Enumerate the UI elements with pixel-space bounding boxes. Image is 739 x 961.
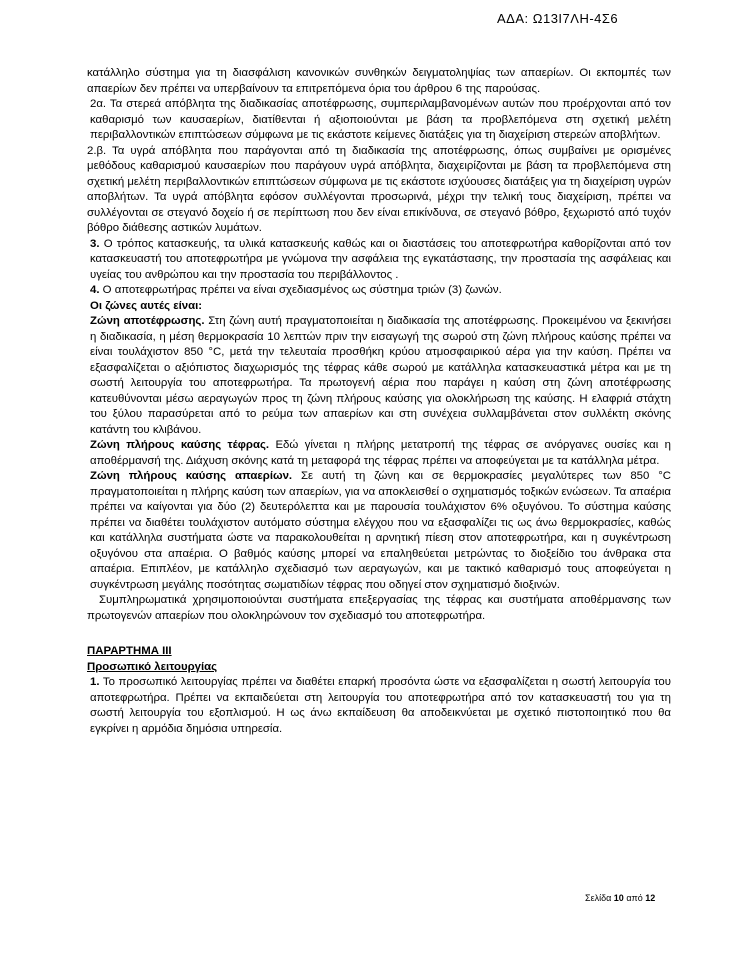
paragraph-4-number: 4. [90,284,100,296]
annex-subtitle-text: Προσωπικό λειτουργίας [87,660,218,673]
paragraph-4 [87,283,671,299]
paragraph-2b [87,144,671,237]
zone-ash-text: Εδώ γίνεται η πλήρης μετατροπή της τέφρας σε ανόργανες ουσίες και η αποθέρμανσή της. Διάχυση σκόνης κατά τη μεταφορά της τέφρας πρέπει να αποφεύγεται με τα κατάλληλα μέτρα. [90,439,671,467]
paragraph-supplementary: Συμπληρωματικά χρησιμοποιούνται συστήματα επεξεργασίας της τέφρας και συστήματα αποθέρμανσης των πρωτογενών απαερίων που ολοκληρώνουν τον σχεδιασμό του αποτεφρωτήρα. [87,594,671,622]
annex-paragraph-1-text: Το προσωπικό λειτουργίας πρέπει να διαθέτει επαρκή προσόντα ώστε να εξασφαλίζεται η σωστή λειτουργία του αποτεφρωτήρα. Πρέπει να εκπαιδεύεται στη λειτουργία του αποτεφρωτήρα από τον κατασκευαστή του για τη σωστή λειτουργία του εξοπλισμού. Η ως άνω εκπαίδευση θα αποδεικνύεται με σχετικό πιστοποιητικό που θα εγκρίνει η αρμόδια δημόσια υπηρεσία. [90,676,671,735]
zones-heading [87,299,671,315]
zones-heading-text: Οι ζώνες αυτές είναι: [90,299,203,312]
ada-code: ΑΔΑ: Ω13Ι7ΛΗ-4Σ6 [497,11,619,26]
zone-gas-combustion [87,469,671,593]
paragraph-1: κατάλληλο σύστημα για τη διασφάλιση κανονικών συνθηκών δειγματοληψίας των απαερίων. Οι εκπομπές των απαερίων δεν πρέπει να υπερβαίνουν τα επιτρεπόμενα όρια του άρθρου 6 της παρούσας. [87,67,671,95]
paragraph-3 [87,237,671,284]
page-footer [585,893,655,903]
paragraph-2b-number: 2.β. [87,144,107,157]
document-body [87,66,671,737]
zone-ash-title: Ζώνη πλήρους καύσης τέφρας. [90,439,270,451]
footer-page-number: 10 [613,893,624,903]
spacer [87,624,671,644]
annex-title [87,644,671,660]
zone-incineration-text: Στη ζώνη αυτή πραγματοποιείται η διαδικασία της αποτέφρωσης. Προκειμένου να ξεκινήσει η διαδικασία, η μέση θερμοκρασία 10 λεπτών πριν την εισαγωγή της σωρού στη ζώνη πλήρους καύσης πρέπει να είναι τουλάχιστον 850 °C, μετά την τελευταία προσθήκη κρύου ατμοσφαιρικού αέρα για την καύση. Πρέπει να εξασφαλίζεται ο αξιόπιστος διαχωρισμός της τέφρας κάθε σωρού με κατάλληλα κατασκευαστικά μέτρα και με τη σωστή λειτουργία του αποτεφρωτήρα. Τα πρωτογενή αέρια που παράγει η καύση στη ζώνη αποτέφρωσης κατευθύνονται μέσω αεραγωγών προς τη ζώνη πλήρους καύσης για ολοκλήρωση της καύσης. Η ελαφριά στάχτη του ξύλου παρασύρεται από το ρεύμα των απαερίων και στη συνέχεια συλλαμβάνεται στον συλλέκτη σκόνης κατάντη του κλιβάνου. [90,315,672,436]
zone-gas-text: Σε αυτή τη ζώνη και σε θερμοκρασίες μεγαλύτερες των 850 °C πραγματοποιείται η πλήρης καύση των απαερίων, για να αποκλεισθεί ο σχηματισμός τοξικών ενώσεων. Τα απαέρια πρέπει να καίγονται για δύο (2) δευτερόλεπτα και με παρουσία τουλάχιστον 6% οξυγόνου. Το σύστημα καύσης πρέπει να διαθέτει τουλάχιστον αυτόματο σύστημα ελέγχου που να εξασφαλίζει τις ως άνω θερμοκρασίες, καθώς και κατάλληλα συστήματα ώστε να παρακολουθείται η αρνητική πίεση στον αποτεφρωτήρα, και η συγκέντρωση οξυγόνου στα απαέρια. Ο βαθμός καύσης μπορεί να επαληθεύεται μετρώντας το διοξείδιο του άνθρακα στα απαέρια. Επιπλέον, με κατάλληλο σχεδιασμό των αεραγωγών, και με τακτικό καθαρισμό τους αποφεύγεται η συγκέντρωση μεγάλης ποσότητας σωματιδίων τέφρας που οδηγεί στον σχηματισμό διοξινών. [90,470,671,591]
footer-total-pages: 12 [645,893,656,903]
zone-ash-combustion [87,438,671,469]
zone-gas-title: Ζώνη πλήρους καύσης απαερίων. [90,470,293,482]
footer-middle: από [623,893,646,903]
footer-prefix: Σελίδα [585,893,614,903]
annex-title-text: ΠΑΡΑΡΤΗΜΑ ΙΙΙ [87,645,172,657]
zone-incineration [87,314,671,438]
paragraph-2a: 2α. Τα στερεά απόβλητα της διαδικασίας αποτέφρωσης, συμπεριλαμβανομένων αυτών που προέρχονται από τον καθαρισμό των καυσαερίων, διατίθενται ή αξιοποιούνται με βάση τα προβλεπόμενα στη σχετική μελέτη περιβαλλοντικών επιπτώσεων σύμφωνα με τις εκάστοτε κείμενες διατάξεις για τη διαχείριση στερεών αποβλήτων. [90,98,671,141]
paragraph-3-number: 3. [90,237,100,250]
paragraph-4-text: Ο αποτεφρωτήρας πρέπει να είναι σχεδιασμένος ως σύστημα τριών (3) ζωνών. [99,284,502,296]
annex-subtitle [87,660,671,676]
paragraph-3-text: Ο τρόπος κατασκευής, τα υλικά κατασκευής καθώς και οι διαστάσεις του αποτεφρωτήρα καθορίζονται από τον κατασκευαστή του αποτεφρωτήρα με γνώμονα την ασφάλεια της εγκατάστασης, την προστασία της ασφάλειας και υγείας του ανθρώπου και την προστασία του περιβάλλοντος . [90,237,671,281]
annex-paragraph-1-number: 1. [90,676,100,688]
annex-paragraph-1 [87,675,671,737]
zone-incineration-title: Ζώνη αποτέφρωσης. [90,315,205,327]
paragraph-2b-text: Τα υγρά απόβλητα που παράγονται από τη διαδικασία της αποτέφρωσης, όπως συμβαίνει με ορισμένες μεθόδους καθαρισμού καυσαερίων που παράγουν υγρά απόβλητα, διαχειρίζονται με βάση τα προβλεπόμενα στη σχετική μελέτη περιβαλλοντικών επιπτώσεων σύμφωνα με τις εκάστοτε ισχύουσες διατάξεις για τη διαχείριση υγρών αποβλήτων. Τα υγρά απόβλητα εφόσον συλλέγονται προσωρινά, μέχρι την τελική τους διαχείριση, πρέπει να συλλέγονται σε στεγανό δοχείο ή σε περίπτωση που δεν είναι επικίνδυνα, σε στεγανό βόθρο, ξεχωριστό από τυχόν βόθρο διάθεσης αστικών λυμάτων. [87,144,671,234]
